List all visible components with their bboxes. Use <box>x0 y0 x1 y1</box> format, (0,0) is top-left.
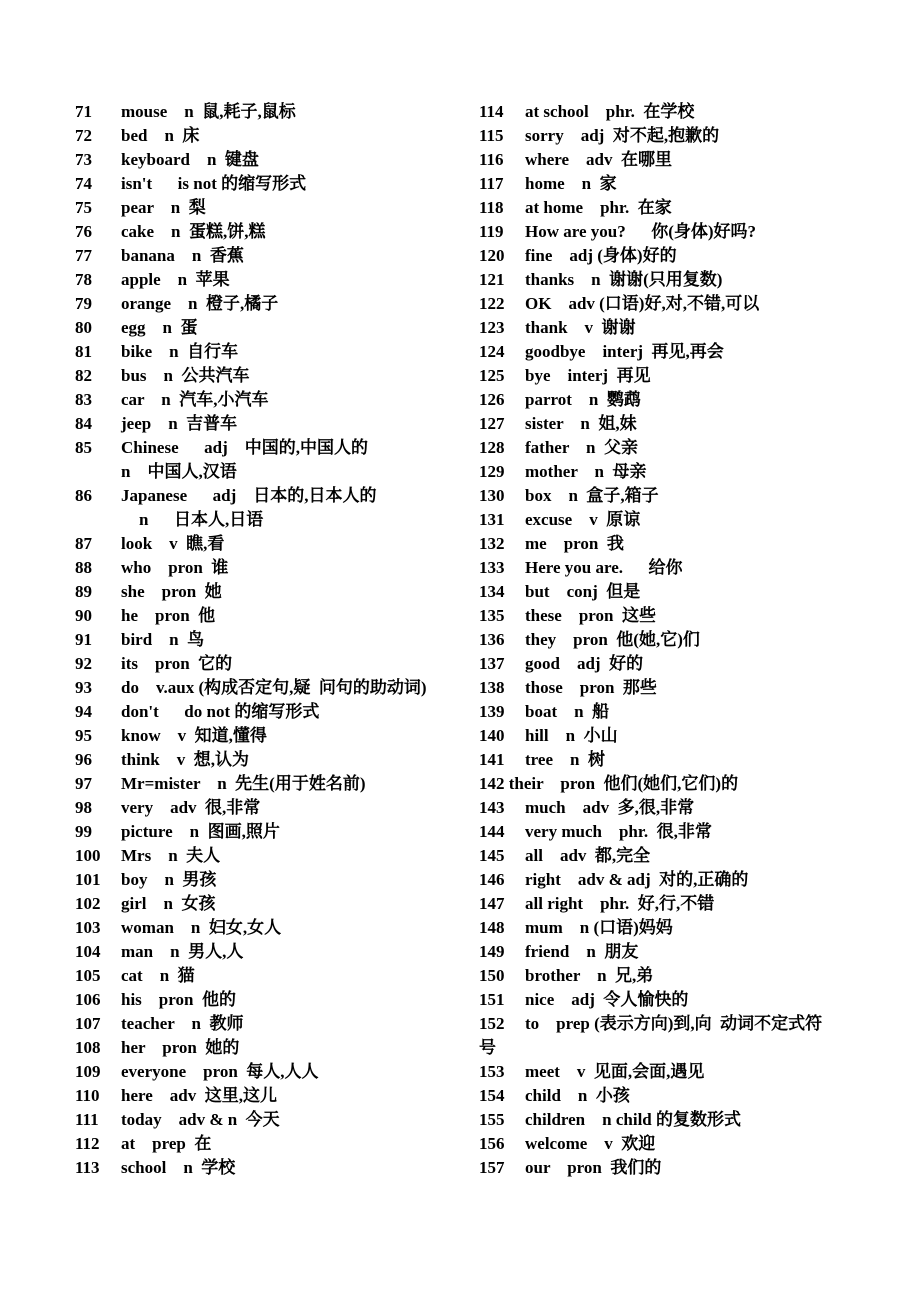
entry-text: Mr=mister n 先生(用于姓名前) <box>121 774 366 793</box>
vocab-entry <box>479 892 879 916</box>
vocab-entry <box>75 460 475 484</box>
entry-number: 150 <box>479 966 505 985</box>
vocab-entry <box>479 868 879 892</box>
vocab-entry <box>479 340 879 364</box>
entry-number: 113 <box>75 1158 100 1177</box>
entry-number: 128 <box>479 438 505 457</box>
entry-text: bird n 鸟 <box>121 630 205 649</box>
entry-number: 89 <box>75 582 92 601</box>
entry-text: know v 知道,懂得 <box>121 726 267 745</box>
vocab-entry <box>75 628 475 652</box>
vocab-entry <box>75 436 475 460</box>
entry-number: 94 <box>75 702 92 721</box>
vocab-entry <box>479 940 879 964</box>
vocab-entry <box>75 148 475 172</box>
entry-text: boy n 男孩 <box>121 870 217 889</box>
vocab-entry <box>75 748 475 772</box>
vocab-entry <box>479 700 879 724</box>
entry-number: 80 <box>75 318 92 337</box>
entry-number: 131 <box>479 510 505 529</box>
entry-text: bed n 床 <box>121 126 200 145</box>
entry-number: 132 <box>479 534 505 553</box>
entry-text: egg n 蛋 <box>121 318 198 337</box>
entry-text: n 日本人,日语 <box>139 510 264 529</box>
entry-text: all right phr. 好,行,不错 <box>525 894 715 913</box>
vocab-entry <box>75 964 475 988</box>
vocab-entry <box>75 556 475 580</box>
entry-text: Chinese adj 中国的,中国人的 <box>121 438 368 457</box>
vocab-entry <box>75 532 475 556</box>
entry-number: 99 <box>75 822 92 841</box>
entry-text: she pron 她 <box>121 582 222 601</box>
entry-text: where adv 在哪里 <box>525 150 673 169</box>
vocab-entry <box>75 388 475 412</box>
entry-text: right adv & adj 对的,正确的 <box>525 870 749 889</box>
entry-number: 141 <box>479 750 505 769</box>
vocab-entry <box>479 964 879 988</box>
vocab-entry <box>75 604 475 628</box>
entry-text: don't do not 的缩写形式 <box>121 702 320 721</box>
vocab-entry <box>479 268 879 292</box>
vocab-entry <box>75 940 475 964</box>
vocab-entry <box>75 652 475 676</box>
entry-text: orange n 橙子,橘子 <box>121 294 279 313</box>
vocab-entry <box>75 244 475 268</box>
entry-number: 155 <box>479 1110 505 1129</box>
entry-number: 129 <box>479 462 505 481</box>
vocab-entry <box>479 580 879 604</box>
vocab-entry <box>75 892 475 916</box>
entry-number: 75 <box>75 198 92 217</box>
entry-number: 156 <box>479 1134 505 1153</box>
entry-number: 109 <box>75 1062 101 1081</box>
entry-text: its pron 它的 <box>121 654 233 673</box>
entry-text: tree n 树 <box>525 750 605 769</box>
entry-number: 83 <box>75 390 92 409</box>
vocab-entry <box>479 916 879 940</box>
vocab-entry <box>479 364 879 388</box>
vocab-entry <box>75 316 475 340</box>
vocab-entry <box>479 556 879 580</box>
entry-text: sister n 姐,妹 <box>525 414 637 433</box>
entry-text: girl n 女孩 <box>121 894 216 913</box>
entry-number: 100 <box>75 846 101 865</box>
entry-text: picture n 图画,照片 <box>121 822 280 841</box>
entry-text: meet v 见面,会面,遇见 <box>525 1062 705 1081</box>
entry-number: 111 <box>75 1110 99 1129</box>
vocab-entry <box>479 292 879 316</box>
vocab-entry <box>479 652 879 676</box>
entry-number: 122 <box>479 294 505 313</box>
entry-number: 157 <box>479 1158 505 1177</box>
entry-text: think v 想,认为 <box>121 750 249 769</box>
entry-number: 136 <box>479 630 505 649</box>
vocab-entry <box>479 532 879 556</box>
entry-number: 105 <box>75 966 101 985</box>
entry-text: Japanese adj 日本的,日本人的 <box>121 486 377 505</box>
entry-text: friend n 朋友 <box>525 942 639 961</box>
vocab-entry <box>75 724 475 748</box>
entry-text: me pron 我 <box>525 534 624 553</box>
entry-text: at home phr. 在家 <box>525 198 672 217</box>
vocab-entry <box>75 220 475 244</box>
entry-text: good adj 好的 <box>525 654 644 673</box>
vocab-entry <box>479 772 879 796</box>
entry-text: his pron 他的 <box>121 990 236 1009</box>
entry-number: 133 <box>479 558 505 577</box>
entry-number: 81 <box>75 342 92 361</box>
entry-text: these pron 这些 <box>525 606 656 625</box>
vocab-entry <box>479 748 879 772</box>
entry-text: 号 <box>479 1038 496 1057</box>
vocab-entry <box>479 844 879 868</box>
entry-number: 143 <box>479 798 505 817</box>
entry-text: boat n 船 <box>525 702 610 721</box>
vocab-entry <box>75 100 475 124</box>
vocab-entry <box>75 676 475 700</box>
entry-number: 78 <box>75 270 92 289</box>
vocab-entry <box>479 604 879 628</box>
vocab-entry <box>75 196 475 220</box>
entry-number: 135 <box>479 606 505 625</box>
entry-text: How are you? 你(身体)好吗? <box>525 222 757 241</box>
entry-number: 152 <box>479 1014 505 1033</box>
entry-number: 106 <box>75 990 101 1009</box>
entry-text: children n child 的复数形式 <box>525 1110 741 1129</box>
vocab-entry <box>479 484 879 508</box>
vocab-entry <box>75 868 475 892</box>
entry-text: excuse v 原谅 <box>525 510 641 529</box>
vocab-entry <box>479 316 879 340</box>
entry-number: 138 <box>479 678 505 697</box>
entry-text: welcome v 欢迎 <box>525 1134 656 1153</box>
entry-text: nice adj 令人愉快的 <box>525 990 689 1009</box>
entry-number: 82 <box>75 366 92 385</box>
entry-text: mother n 母亲 <box>525 462 647 481</box>
entry-number: 93 <box>75 678 92 697</box>
vocab-entry <box>479 124 879 148</box>
entry-number: 140 <box>479 726 505 745</box>
vocab-entry <box>75 1156 475 1180</box>
entry-number: 151 <box>479 990 505 1009</box>
vocab-entry <box>75 508 475 532</box>
entry-number: 116 <box>479 150 504 169</box>
entry-number: 120 <box>479 246 505 265</box>
vocab-entry <box>75 772 475 796</box>
vocab-entry <box>479 196 879 220</box>
entry-number: 146 <box>479 870 505 889</box>
vocab-entry <box>75 172 475 196</box>
entry-text: sorry adj 对不起,抱歉的 <box>525 126 720 145</box>
entry-text: here adv 这里,这儿 <box>121 1086 277 1105</box>
entry-number: 121 <box>479 270 505 289</box>
vocab-entry <box>75 580 475 604</box>
entry-number: 88 <box>75 558 92 577</box>
entry-text: brother n 兄,弟 <box>525 966 654 985</box>
entry-text: box n 盒子,箱子 <box>525 486 659 505</box>
vocab-entry <box>479 820 879 844</box>
entry-text: apple n 苹果 <box>121 270 230 289</box>
entry-number: 84 <box>75 414 92 433</box>
entry-number: 134 <box>479 582 505 601</box>
vocab-entry <box>75 844 475 868</box>
entry-number: 126 <box>479 390 505 409</box>
vocab-entry <box>479 100 879 124</box>
vocab-entry <box>75 1036 475 1060</box>
entry-text: but conj 但是 <box>525 582 641 601</box>
entry-number: 97 <box>75 774 92 793</box>
entry-text: banana n 香蕉 <box>121 246 244 265</box>
entry-text: car n 汽车,小汽车 <box>121 390 269 409</box>
entry-text: to prep (表示方向)到,向 动词不定式符 <box>525 1014 823 1033</box>
entry-text: they pron 他(她,它)们 <box>525 630 700 649</box>
entry-text: OK adv (口语)好,对,不错,可以 <box>525 294 760 313</box>
vocab-entry <box>479 244 879 268</box>
vocab-entry <box>479 796 879 820</box>
vocab-entry <box>479 1012 879 1036</box>
entry-text: do v.aux (构成否定句,疑 问句的助动词) <box>121 678 427 697</box>
entry-number: 102 <box>75 894 101 913</box>
entry-text: mouse n 鼠,耗子,鼠标 <box>121 102 296 121</box>
entry-number: 98 <box>75 798 92 817</box>
entry-number: 76 <box>75 222 92 241</box>
entry-number: 72 <box>75 126 92 145</box>
vocab-entry <box>75 1060 475 1084</box>
entry-text: hill n 小山 <box>525 726 618 745</box>
entry-number: 79 <box>75 294 92 313</box>
entry-text: at prep 在 <box>121 1134 212 1153</box>
entry-text: bike n 自行车 <box>121 342 239 361</box>
entry-text: bus n 公共汽车 <box>121 366 250 385</box>
entry-number: 112 <box>75 1134 100 1153</box>
entry-number: 147 <box>479 894 505 913</box>
vocab-entry <box>479 412 879 436</box>
entry-number: 119 <box>479 222 504 241</box>
vocab-entry <box>75 484 475 508</box>
vocab-entry <box>479 388 879 412</box>
vocab-entry <box>479 676 879 700</box>
entry-number: 74 <box>75 174 92 193</box>
vocab-entry <box>479 1036 879 1060</box>
entry-text: goodbye interj 再见,再会 <box>525 342 724 361</box>
entry-text: thank v 谢谢 <box>525 318 636 337</box>
entry-text: n 中国人,汉语 <box>121 462 237 481</box>
vocab-entry <box>479 508 879 532</box>
entry-number: 77 <box>75 246 92 265</box>
entry-text: jeep n 吉普车 <box>121 414 238 433</box>
entry-text: man n 男人,人 <box>121 942 244 961</box>
vocab-entry <box>479 988 879 1012</box>
vocab-entry <box>479 148 879 172</box>
entry-text: father n 父亲 <box>525 438 639 457</box>
vocab-entry <box>479 724 879 748</box>
vocab-entry <box>479 1156 879 1180</box>
entry-text: look v 瞧,看 <box>121 534 225 553</box>
entry-text: all adv 都,完全 <box>525 846 651 865</box>
vocab-entry <box>75 1108 475 1132</box>
entry-number: 107 <box>75 1014 101 1033</box>
entry-number: 92 <box>75 654 92 673</box>
entry-text: bye interj 再见 <box>525 366 651 385</box>
entry-text: mum n (口语)妈妈 <box>525 918 673 937</box>
entry-number: 95 <box>75 726 92 745</box>
vocab-entry <box>75 1132 475 1156</box>
entry-number: 91 <box>75 630 92 649</box>
entry-text: Mrs n 夫人 <box>121 846 221 865</box>
entry-number: 90 <box>75 606 92 625</box>
entry-number: 124 <box>479 342 505 361</box>
vocab-entry <box>75 268 475 292</box>
entry-text: thanks n 谢谢(只用复数) <box>525 270 723 289</box>
vocab-entry <box>75 364 475 388</box>
entry-number: 104 <box>75 942 101 961</box>
entry-text: who pron 谁 <box>121 558 229 577</box>
entry-text: 142 their pron 他们(她们,它们)的 <box>479 774 739 793</box>
vocab-entry <box>75 292 475 316</box>
entry-number: 154 <box>479 1086 505 1105</box>
vocab-entry <box>479 628 879 652</box>
entry-number: 86 <box>75 486 92 505</box>
vocab-entry <box>479 1084 879 1108</box>
vocab-entry <box>75 796 475 820</box>
entry-number: 117 <box>479 174 504 193</box>
entry-text: our pron 我们的 <box>525 1158 662 1177</box>
vocab-entry <box>479 1132 879 1156</box>
vocab-entry <box>75 988 475 1012</box>
entry-text: Here you are. 给你 <box>525 558 683 577</box>
entry-number: 103 <box>75 918 101 937</box>
vocab-entry <box>75 700 475 724</box>
entry-text: parrot n 鹦鹉 <box>525 390 641 409</box>
entry-number: 145 <box>479 846 505 865</box>
entry-number: 148 <box>479 918 505 937</box>
entry-number: 110 <box>75 1086 100 1105</box>
entry-number: 127 <box>479 414 505 433</box>
entry-text: very adv 很,非常 <box>121 798 261 817</box>
entry-number: 71 <box>75 102 92 121</box>
entry-number: 123 <box>479 318 505 337</box>
entry-number: 144 <box>479 822 505 841</box>
vocab-entry <box>75 820 475 844</box>
entry-text: keyboard n 键盘 <box>121 150 259 169</box>
entry-text: isn't is not 的缩写形式 <box>121 174 307 193</box>
entry-number: 73 <box>75 150 92 169</box>
left-column <box>75 100 475 1180</box>
entry-number: 153 <box>479 1062 505 1081</box>
entry-text: much adv 多,很,非常 <box>525 798 695 817</box>
entry-text: child n 小孩 <box>525 1086 630 1105</box>
vocab-entry <box>479 1108 879 1132</box>
entry-number: 87 <box>75 534 92 553</box>
entry-number: 115 <box>479 126 504 145</box>
entry-number: 96 <box>75 750 92 769</box>
vocab-entry <box>75 916 475 940</box>
entry-text: very much phr. 很,非常 <box>525 822 712 841</box>
entry-text: woman n 妇女,女人 <box>121 918 282 937</box>
entry-text: at school phr. 在学校 <box>525 102 695 121</box>
entry-number: 114 <box>479 102 504 121</box>
entry-number: 101 <box>75 870 101 889</box>
entry-number: 149 <box>479 942 505 961</box>
entry-text: cake n 蛋糕,饼,糕 <box>121 222 266 241</box>
vocab-entry <box>479 436 879 460</box>
vocab-entry <box>75 340 475 364</box>
entry-number: 137 <box>479 654 505 673</box>
entry-text: he pron 他 <box>121 606 216 625</box>
entry-number: 139 <box>479 702 505 721</box>
entry-text: fine adj (身体)好的 <box>525 246 677 265</box>
entry-number: 125 <box>479 366 505 385</box>
entry-text: her pron 她的 <box>121 1038 240 1057</box>
entry-text: today adv & n 今天 <box>121 1110 280 1129</box>
entry-text: teacher n 教师 <box>121 1014 244 1033</box>
vocab-entry <box>479 460 879 484</box>
entry-text: pear n 梨 <box>121 198 206 217</box>
entry-number: 85 <box>75 438 92 457</box>
vocab-entry <box>75 412 475 436</box>
right-column <box>479 100 879 1180</box>
vocab-entry <box>479 1060 879 1084</box>
vocab-entry <box>75 124 475 148</box>
entry-number: 108 <box>75 1038 101 1057</box>
entry-text: everyone pron 每人,人人 <box>121 1062 319 1081</box>
entry-number: 118 <box>479 198 504 217</box>
entry-text: cat n 猫 <box>121 966 195 985</box>
entry-number: 130 <box>479 486 505 505</box>
vocab-entry <box>479 172 879 196</box>
vocab-entry <box>75 1012 475 1036</box>
entry-text: those pron 那些 <box>525 678 657 697</box>
vocab-entry <box>479 220 879 244</box>
entry-text: home n 家 <box>525 174 617 193</box>
entry-text: school n 学校 <box>121 1158 236 1177</box>
vocab-entry <box>75 1084 475 1108</box>
